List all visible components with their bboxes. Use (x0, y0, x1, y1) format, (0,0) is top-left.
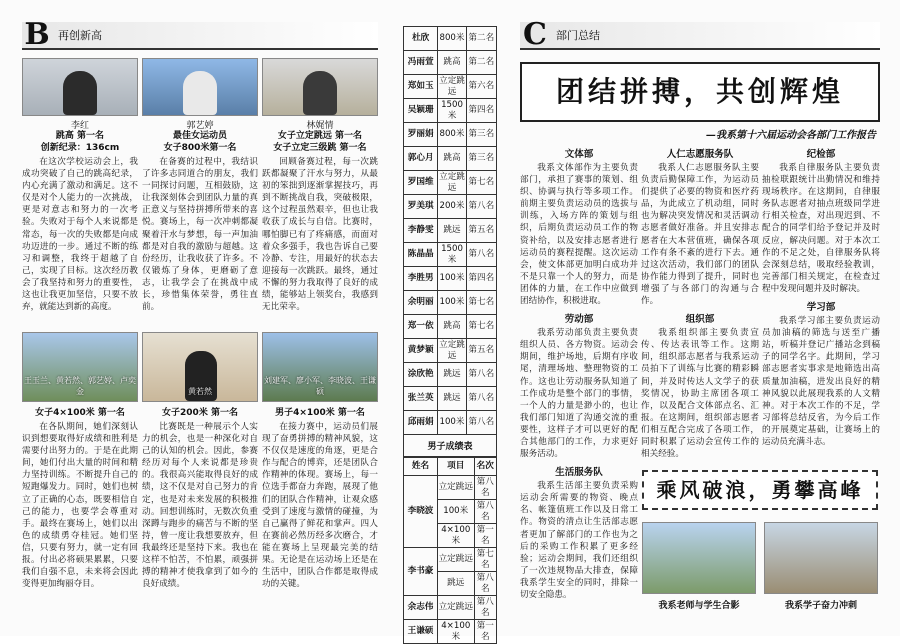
cell-name: 罗丽娟 (404, 123, 438, 147)
cell-event: 100米 (438, 291, 466, 315)
cell-rank: 第四名 (466, 267, 496, 291)
team-photo (262, 332, 378, 402)
team-card (22, 332, 138, 590)
top-profiles (22, 58, 378, 313)
table-row (404, 75, 497, 99)
team-story: 在接力赛中，运动员们展现了奋勇拼搏的精神风貌，这不仅仅是速度的角逐，更是合作与配合的博弈，还是团队合作精神的体现。赛场上，每一位选手都奋力奔跑，展现了他们的团队合作精神，让观众感受到了速度与激情的碰撞，为自己赢得了鲜花和掌声。四人在赛前必然历经多次磨合，才能在赛场上呈现最完美的结果。无论是在运动场上还是在生活中，团队合作都是取得成功的关键。 (262, 422, 378, 590)
dept-body: 我系文体部作为主要负责部门，承担了赛事的策划、组织、协调与执行等多项工作。前期主要负责运动员的选拔与训练，入场方阵的策划与组织，后期负责运动员工作的物资补给，以及安排志愿者进行运动员的赛程提醒。这次运动会，使文体部更加明白成功并不是只靠一个人的努力，而是团体的力量，在工作中应做到团结协作，积极进取。 (520, 163, 638, 307)
cell-name: 余明丽 (404, 291, 438, 315)
cell-name: 罗国维 (404, 171, 438, 195)
section-c (520, 17, 880, 622)
cell-name: 郭心月 (404, 147, 438, 171)
cell-event: 100米 (438, 411, 466, 435)
motto-box: 乘风破浪，勇攀高峰 (642, 470, 878, 510)
cell-name: 吴颖珊 (404, 99, 438, 123)
table-row (404, 27, 497, 51)
cell-event: 100米 (438, 500, 475, 524)
table-row (404, 548, 497, 572)
group-photo-caption: 我系老师与学生合影 (658, 601, 740, 611)
cell-name: 杜欣 (404, 27, 438, 51)
team-story: 比赛既是一种展示个人实力的机会，也是一种深化对自己的认知的机会。因此，参赛经历对每个人来说都是珍贵的。我很高兴能取得良好的成绩，这不仅是对自己努力的肯定，也是对未来发展的积极推动。回想训练时，无数次负重深蹲与跑步的痛苦与不断的坚持，曾一度让我想要放弃，但我最终还是坚持下来。我也在这样不怕苦，不怕累，顽强拼搏的精神才使我拿到了如今的良好成绩。 (142, 422, 258, 590)
cell-event: 跳高 (438, 51, 466, 75)
bottom-profiles (22, 332, 378, 590)
team-card (262, 332, 378, 590)
cell-rank: 第二名 (466, 27, 496, 51)
cell-rank: 第八名 (474, 596, 496, 620)
cell-event: 跳远 (438, 363, 466, 387)
cell-rank: 第一名 (474, 620, 496, 644)
cell-name: 李胜男 (404, 267, 438, 291)
col-header-name: 姓名 (404, 458, 438, 476)
section-b (22, 17, 378, 622)
table-row (404, 123, 497, 147)
cell-rank: 第八名 (466, 387, 496, 411)
table-row (404, 171, 497, 195)
dept-title: 人仁志愿服务队 (666, 149, 734, 160)
team-photo (142, 332, 258, 402)
cell-event: 1500米 (438, 99, 466, 123)
cell-event: 跳远 (438, 219, 466, 243)
athlete-name: 李红 (70, 121, 89, 131)
table-row (404, 291, 497, 315)
athlete-headline: 女子立定跳远 第一名 (277, 131, 363, 141)
cell-event: 1500米 (438, 243, 466, 267)
cell-rank: 第五名 (466, 339, 496, 363)
cell-event: 800米 (438, 27, 466, 51)
dept-body: 我系人仁志愿服务队主要负责后勤保障工作，为运动员们提供了必要的物资和医疗药品，为此成立了机动组，同时也为解决突发情况和灵活调动志愿者做好准备。并且安排志愿者在大本营值班，确保各项工作有条不紊的进行下去。通过这次活动，我们部门的团队协作能力得到了提升，同时也增强了与各部门的沟通与合作。 (641, 163, 759, 307)
table-row (404, 387, 497, 411)
cell-rank: 第四名 (466, 99, 496, 123)
cell-event: 跳远 (438, 572, 475, 596)
cell-rank: 第八名 (474, 572, 496, 596)
cell-event: 跳高 (438, 315, 466, 339)
table-row (404, 99, 497, 123)
cell-event: 4×100米 (438, 524, 475, 548)
team-headline: 女子4×100米 第一名 (35, 408, 125, 418)
cell-name: 张兰英 (404, 387, 438, 411)
headline-banner (520, 62, 880, 122)
cell-event: 200米 (438, 195, 466, 219)
cell-rank: 第一名 (474, 524, 496, 548)
cell-name: 王谦硕 (404, 620, 438, 644)
group-photo (642, 522, 756, 594)
cell-name: 郑如玉 (404, 75, 438, 99)
cell-rank: 第七名 (466, 171, 496, 195)
dept-body: 我系自律服务队主要负责抽检联跟统计出勤情况和维持现场秩序。在这期间，自律服务队志愿者对抽点班级同学进行相关检查，对出现迟到、不配合的同学们给予登记并及时反应，解决问题。对于本次工作的不足之处，自律服务队将会深刻总结，吸取经验教训，完善部门相关规定，在检查过程中发现问题并及时解决。 (762, 163, 880, 294)
cell-event: 800米 (438, 123, 466, 147)
cell-name: 涂欣艳 (404, 363, 438, 387)
section-b-title: 再创新高 (58, 29, 102, 42)
results-table (403, 26, 497, 435)
table-row (404, 267, 497, 291)
dept-title: 生活服务队 (555, 467, 603, 479)
dept-body: 我系生活部主要负责采购运动会所需要的物资、晚点名、帐篷值班工作以及日常工作。物资的清点让生活部志愿者更加了解部门的工作也为之后的采购工作积累了更多经验；运动会期间，我们还组织了一次违规物品大排查，保障我系学生安全的同时，排除一切安全隐患。 (520, 481, 638, 600)
report-subtitle: —我系第十六届运动会各部门工作报告 (706, 130, 876, 141)
cell-name: 郑一依 (404, 315, 438, 339)
race-photo-caption: 我系学子奋力冲刺 (784, 601, 857, 611)
cell-rank: 第七名 (474, 548, 496, 572)
dept-body: 我系学习部主要负责运动员加油稿的筛选与送至广播站，听稿并登记广播站念到稿子的同学名字。此期间，学习部志愿者实事求是地筛选出高质量加油稿，进发出良好的精神风貌以此展现我系的人文精神。对于本次工作的不足，学习部将总结反省，为今后工作的开展奠定基础，让赛场上的运动员充满斗志。 (762, 316, 880, 447)
section-b-letter: B (24, 17, 50, 52)
cell-rank: 第二名 (466, 51, 496, 75)
team-headline: 女子200米 第一名 (162, 408, 238, 418)
cell-event: 立定跳远 (438, 548, 475, 572)
table-row (404, 339, 497, 363)
results-column (403, 26, 497, 642)
team-photo-caption: 王玉兰、黄若然、郭艺婷、卢奕金 (24, 376, 136, 396)
athlete-story: 在这次学校运动会上，我成功突破了自己的跳高纪录，内心充满了激动和满足。这不仅是对个人能力的一次挑战，更是对意志和努力的一次考验。失败对于每个人来说都是常态，每一次的失败都是向成功迈进的一步。通过不断的练习和调整，我终于超越了自己，实现了目标。这次经历教会了我坚持和努力的重要性，这也让我更加坚信，只要不放弃，就能达到新的高度。 (22, 157, 138, 313)
race-photo (764, 522, 878, 594)
table-row (404, 620, 497, 644)
athlete-subline: 女子800米第一名 (163, 143, 237, 153)
athlete-name: 郭艺婷 (186, 121, 214, 131)
cell-event: 4×100米 (438, 620, 475, 644)
athlete-photo (142, 58, 258, 116)
report-column (520, 142, 638, 601)
table-row (404, 195, 497, 219)
dept-title: 学习部 (806, 302, 836, 314)
cell-event: 跳远 (438, 387, 466, 411)
cell-name: 冯雨萱 (404, 51, 438, 75)
profile-card (142, 58, 258, 313)
athlete-photo (262, 58, 378, 116)
cell-name: 李书豪 (404, 548, 438, 596)
profile-card (262, 58, 378, 313)
athlete-story: 在备赛的过程中，我结识了许多志同道合的朋友，我们一同探讨问题，互相鼓励，这让我深刻体会到团队力量的真正意义与坚持拼搏所带来的喜悦。赛场上，每一次冲刺都凝聚着汗水与梦想，每一声加油都是对自我的激励与超越。这份经历，让我收获了许多。不仅锻炼了身体，更磨砺了意志，让我学会了在挑战中成长，珍惜集体荣誉，勇往直前。 (142, 157, 258, 313)
cell-event: 100米 (438, 267, 466, 291)
team-photo (22, 332, 138, 402)
profile-card (22, 58, 138, 313)
section-c-header (520, 17, 880, 52)
cell-event: 立定跳远 (439, 75, 465, 97)
men-results-title: 男子成绩表 (403, 435, 497, 457)
dept-title: 组织部 (685, 314, 715, 326)
cell-rank: 第八名 (474, 476, 496, 500)
section-c-letter: C (523, 17, 547, 52)
table-row (404, 147, 497, 171)
cell-event: 立定跳远 (438, 476, 475, 500)
cell-rank: 第三名 (466, 123, 496, 147)
cell-rank: 第五名 (466, 219, 496, 243)
athlete-subline: 女子立定三级跳 第一名 (273, 143, 367, 153)
cell-rank: 第八名 (466, 363, 496, 387)
cell-rank: 第七名 (466, 315, 496, 339)
cell-rank: 第八名 (466, 243, 496, 267)
cell-name: 李晓波 (404, 476, 438, 548)
section-b-header (22, 17, 378, 52)
team-photo-caption: 黄若然 (188, 387, 212, 396)
cell-name: 邱雨娟 (404, 411, 438, 435)
dept-body: 我系劳动部负责主要负责组织人员、各方物资。运动会期间，维护场地，后期有序收尾，清理场地、整理物资的工作。这也让劳动服务队知道了工作成功是整个部门的事情，一个人的力量是渺小的，也让我们部门知道了沟通交流的重要性，这样子才可以更好的配合其他部门的工作，力求更好服务活动。 (520, 328, 638, 460)
cell-rank: 第七名 (466, 291, 496, 315)
cell-event: 跳高 (438, 147, 466, 171)
table-row (404, 51, 497, 75)
table-row (404, 243, 497, 267)
cell-rank: 第三名 (466, 147, 496, 171)
dept-body: 我系组织部主要负责宣传、传达表讯等工作。这期间，组织部志愿者与我系运动员拍下了训练与比赛的精彩瞬间，并及时传达人文学子的获奖情况，协助主席团各项工作，以及配合文体部点名、汇报。在这期间，组织部志愿者们相互配合完成了各项工作，同时积累了运动会宣传工作的相关经验。 (641, 328, 759, 460)
athlete-story: 回顾备赛过程，每一次跳跃都凝聚了汗水与努力，从最初的笨拙到逐渐掌握技巧，再到不断挑战自我，突破极限，这个过程虽然艰辛，但也让我收获了成长与自信。比赛时，哪怕脚已有了疼痛感，而面对着众多强手，我也告诉自己要冷静、专注，用最好的状态去迎接每一次跳跃。最终，通过不懈的努力我取得了良好的成绩，能够站上领奖台，我感到无比荣幸。 (262, 157, 378, 313)
cell-rank: 第六名 (466, 75, 496, 99)
section-c-title: 部门总结 (556, 29, 600, 42)
cell-event: 立定跳远 (439, 339, 465, 361)
cell-event: 立定跳远 (439, 171, 465, 193)
cell-rank: 第八名 (466, 195, 496, 219)
team-headline: 男子4×100米 第一名 (275, 408, 365, 418)
cell-event: 立定跳远 (438, 596, 475, 620)
cell-name: 余志伟 (404, 596, 438, 620)
team-story: 在各队期间，她们深刻认识到想要取得好成绩和胜利是需要付出努力的。于是在此期间，她们付出大量的时间和精力坚持训练。不断提升自己的短跑爆发力。同时，她们也树立了正确的心态，既要相信自己的能力，也要学会尊重对手。最终在赛场上，她们以出色的成绩勇夺桂冠。她们坚信，只要有努力，就一定有回报。付出必将硕果累累，只要我们自强不息，未来将会因此变得更加绚丽夺目。 (22, 422, 138, 590)
table-row (404, 363, 497, 387)
athlete-headline: 最佳女运动员 (172, 131, 227, 141)
team-card (142, 332, 258, 590)
col-header-rank: 名次 (474, 458, 496, 476)
table-row (404, 476, 497, 500)
men-results-table (403, 457, 497, 644)
dept-title: 文体部 (564, 149, 594, 160)
cell-rank: 第八名 (466, 411, 496, 435)
table-row (404, 596, 497, 620)
athlete-headline: 跳高 第一名 (55, 131, 105, 141)
col-header-event: 项目 (438, 458, 475, 476)
athlete-photo (22, 58, 138, 116)
cell-name: 黄梦颖 (404, 339, 438, 363)
athlete-subline: 创新纪录：136cm (40, 143, 120, 153)
dept-title: 纪检部 (806, 149, 836, 160)
table-row (404, 411, 497, 435)
team-photo-caption: 刘建军、廖小军、李晓波、王谦硕 (264, 376, 376, 396)
table-row (404, 315, 497, 339)
cell-name: 李静雯 (404, 219, 438, 243)
dept-title: 劳动部 (564, 314, 594, 326)
table-row (404, 219, 497, 243)
cell-name: 罗美琪 (404, 195, 438, 219)
cell-rank: 第八名 (474, 500, 496, 524)
cell-name: 陈晶晶 (404, 243, 438, 267)
headline-banner-text: 团结拼搏，共创辉煌 (555, 75, 844, 108)
athlete-name: 林娓情 (306, 121, 334, 131)
